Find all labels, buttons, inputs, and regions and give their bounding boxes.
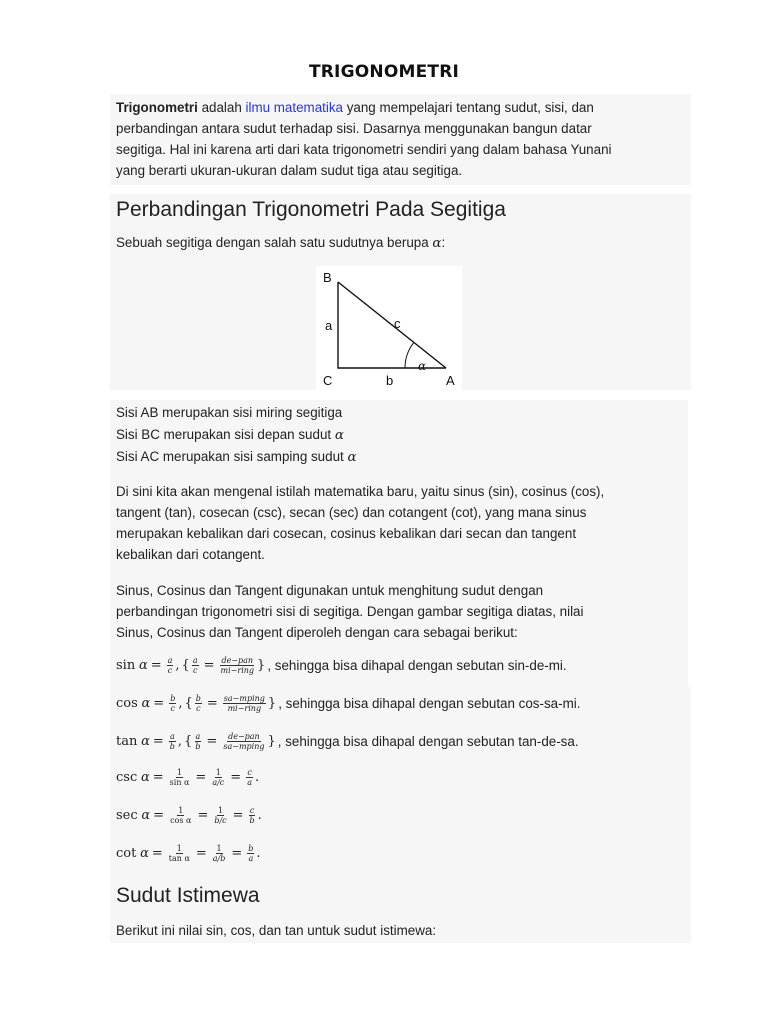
- sec-formula: sec α = $\frac{1}{\text{cos α}}$ = $\frac{1}{b/c}$ = $\frac{c}{b}$ .: [116, 806, 262, 825]
- vertex-b-label: B: [323, 270, 332, 285]
- ilmu-matematika-link[interactable]: ilmu matematika: [245, 100, 343, 115]
- lead-text: Sebuah segitiga dengan salah satu sudutnya berupa: [116, 235, 433, 250]
- section-heading-perbandingan: Perbandingan Trigonometri Pada Segitiga: [116, 198, 506, 221]
- section2-lead: Berikut ini nilai sin, cos, dan tan untuk sudut istimewa:: [116, 923, 437, 938]
- vertex-a-label: A: [446, 373, 455, 388]
- tan-formula: tan α = $\frac{a}{b}$ , { $\frac{a}{b}$ = $\frac{\text{de−pan}}{\text{sa−mping}}$ } , sehingga bisa dihapal dengan sebutan tan-de-sa.: [116, 732, 579, 751]
- alpha-symbol: α: [432, 236, 442, 251]
- intro-text: adalah: [197, 100, 246, 115]
- triangle-figure: [316, 266, 462, 390]
- terms-paragraph: Di sini kita akan mengenal istilah matematika baru, yaitu sinus (sin), cosinus (cos), tangent (tan), cosecan (csc), secan (sec) dan cotangent (cot), yang mana sinus merupakan kebalikan dari cosecan, cosinus kebalikan dari secan dan tangent kebalikan dari cotangent.: [116, 484, 605, 562]
- vertex-c-label: C: [323, 373, 333, 388]
- intro-text: yang mempelajari tentang sudut, sisi, dan: [342, 100, 594, 115]
- side-b-label: b: [386, 373, 394, 388]
- side-c-label: c: [394, 316, 401, 331]
- section-heading-sudut-istimewa: Sudut Istimewa: [116, 884, 260, 907]
- intro-line: segitiga. Hal ini karena arti dari kata trigonometri sendiri yang dalam bahasa Yunani: [116, 142, 612, 157]
- section1-lead: [116, 232, 445, 254]
- intro-line: yang berarti ukuran-ukuran dalam sudut tiga atau segitiga.: [116, 163, 463, 178]
- page-title: TRIGONOMETRI: [308, 62, 460, 82]
- cos-formula: cos α = $\frac{b}{c}$ , { $\frac{b}{c}$ = $\frac{\text{sa−mping}}{\text{mi−ring}}$ } , sehingga bisa dihapal dengan sebutan cos-sa-mi.: [116, 694, 581, 713]
- side-a-label: a: [325, 318, 333, 333]
- intro-term: Trigonometri: [116, 100, 198, 115]
- angle-alpha-label: α: [418, 359, 427, 373]
- sides-list: [116, 402, 357, 468]
- side-description: Sisi AB merupakan sisi miring segitiga: [116, 405, 343, 420]
- side-description: Sisi AC merupakan sisi samping sudut α: [116, 449, 357, 465]
- sin-formula: sin α = $\frac{a}{c}$ , { $\frac{a}{c}$ = $\frac{\text{de−pan}}{\text{mi−ring}}$ } , sehingga bisa dihapal dengan sebutan sin-de-mi.: [116, 656, 567, 675]
- csc-formula: csc α = $\frac{1}{\text{sin α}}$ = $\frac{1}{a/c}$ = $\frac{c}{a}$ .: [116, 768, 260, 787]
- intro-paragraph: [116, 97, 612, 181]
- cot-formula: cot α = $\frac{1}{\text{tan α}}$ = $\frac{1}{a/b}$ = $\frac{b}{a}$ .: [116, 844, 261, 863]
- intro-line: perbandingan antara sudut terhadap sisi. Dasarnya menggunakan bangun datar: [116, 121, 592, 136]
- lead-colon: :: [441, 235, 446, 250]
- method-paragraph: Sinus, Cosinus dan Tangent digunakan untuk menghitung sudut dengan perbandingan trigonometri sisi di segitiga. Dengan gambar segitiga diatas, nilai Sinus, Cosinus dan Tangent diperoleh dengan cara sebagai berikut:: [116, 583, 584, 640]
- side-description: Sisi BC merupakan sisi depan sudut α: [116, 427, 344, 443]
